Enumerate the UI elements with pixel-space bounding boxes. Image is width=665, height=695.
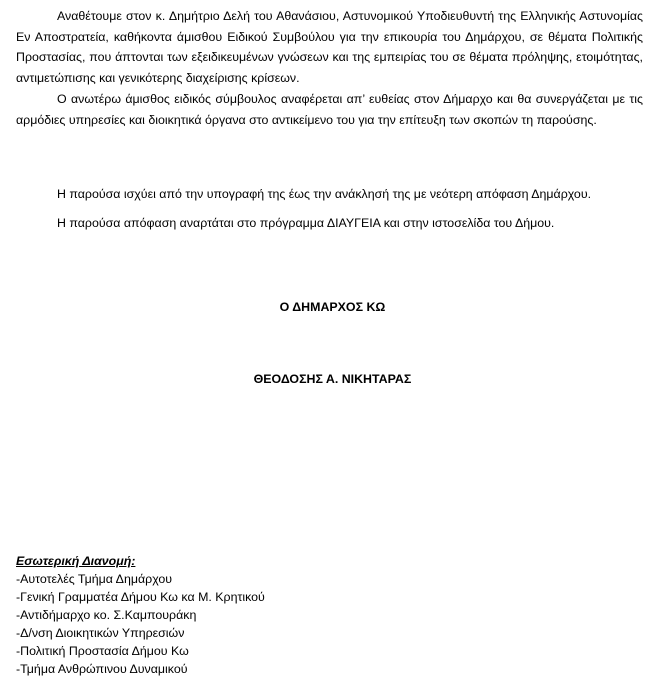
paragraph-appointment xyxy=(16,6,643,88)
paragraph-appointment-text: Αναθέτουμε στον κ. Δημήτριο Δελή του Αθανάσιου, Αστυνομικού Υποδιευθυντή της Ελληνικής Αστυνομίας Εν Αποστρατεία, καθήκοντα άμισθου Ειδικού Συμβούλου για την επικουρία του Δημάρχου, σε θέματα Πολιτικής Προστασίας, που άπτονται των εξειδικευμένων γνώσεων και της εμπειρίας του σε θέματα πρόληψης, ετοιμότητας, αντιμετώπισης και γενικότερης διαχείρισης κρίσεων. xyxy=(16,9,643,85)
distribution-list xyxy=(16,570,265,678)
distribution-item: -Γενική Γραμματέα Δήμου Κω κα Μ. Κρητικού xyxy=(16,590,265,604)
distribution-item: -Αντιδήμαρχο κο. Σ.Καμπουράκη xyxy=(16,608,197,622)
distribution-section xyxy=(16,552,265,678)
paragraph-validity: Η παρούσα ισχύει από την υπογραφή της έως την ανάκλησή της με νεότερη απόφαση Δημάρχου. xyxy=(57,187,592,201)
signature-title: Ο ΔΗΜΑΡΧΟΣ ΚΩ xyxy=(279,300,386,314)
distribution-title: Εσωτερική Διανομή: xyxy=(16,554,136,568)
distribution-item: -Αυτοτελές Τμήμα Δημάρχου xyxy=(16,572,173,586)
distribution-item: -Πολιτική Προστασία Δήμου Κω xyxy=(16,644,189,658)
paragraph-publication: Η παρούσα απόφαση αναρτάται στο πρόγραμμα ΔΙΑΥΓΕΙΑ και στην ιστοσελίδα του Δήμου. xyxy=(57,216,555,230)
signature-name: ΘΕΟΔΟΣΗΣ Α. ΝΙΚΗΤΑΡΑΣ xyxy=(253,372,412,386)
distribution-item: -Τμήμα Ανθρώπινου Δυναμικού xyxy=(16,662,188,676)
distribution-item: -Δ/νση Διοικητικών Υπηρεσιών xyxy=(16,626,185,640)
paragraph-reporting xyxy=(16,89,643,130)
paragraph-reporting-text: Ο ανωτέρω άμισθος ειδικός σύμβουλος αναφέρεται απ’ ευθείας στον Δήμαρχο και θα συνεργάζεται με τις αρμόδιες υπηρεσίες και διοικητικά όργανα στο αντικείμενο του για την επίτευξη των σκοπών τη παρούσης. xyxy=(16,92,643,127)
